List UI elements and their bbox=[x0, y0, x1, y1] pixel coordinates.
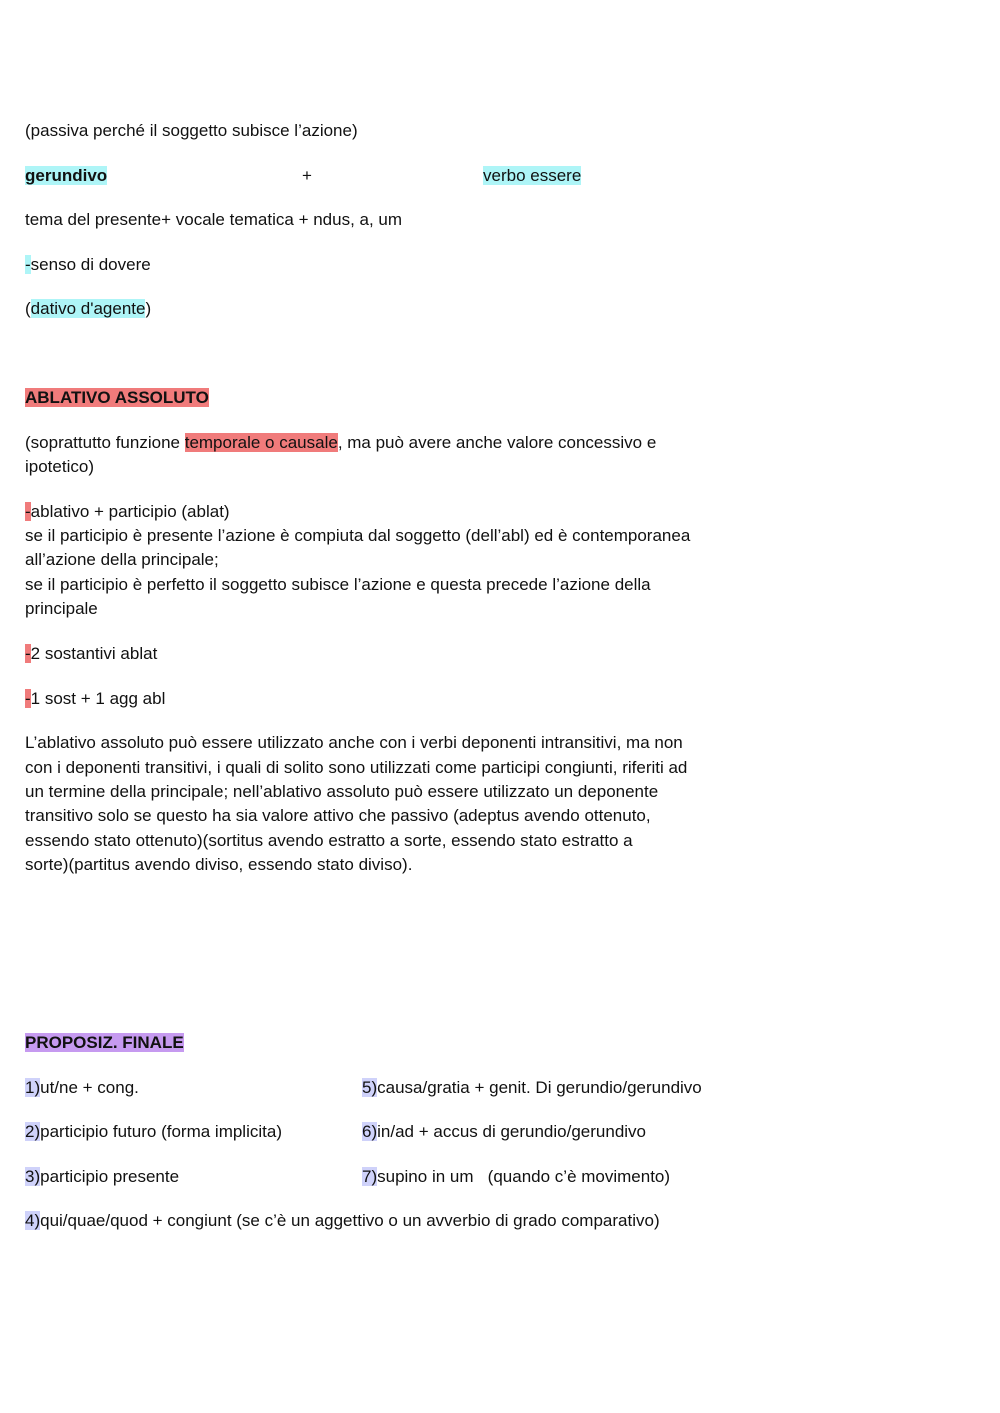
gerundivo-sense bbox=[25, 253, 151, 277]
dative-open: ( bbox=[25, 299, 31, 318]
rule2-dash: - bbox=[25, 644, 31, 663]
ablativo-rule2 bbox=[25, 642, 157, 666]
verbo-essere: verbo essere bbox=[483, 166, 582, 185]
finale-item bbox=[25, 1076, 139, 1100]
rule1-line: se il participio è perfetto il soggetto subisce l’azione e questa precede l’azione della bbox=[25, 575, 651, 594]
ablativo-rule1 bbox=[25, 500, 230, 524]
gerundivo-dative bbox=[25, 297, 151, 321]
finale-item-text: ut/ne + cong. bbox=[40, 1078, 139, 1097]
finale-item-num: 6) bbox=[362, 1122, 378, 1141]
finale-item-num: 3) bbox=[25, 1167, 41, 1186]
finale-item bbox=[25, 1120, 282, 1144]
finale-item-text: supino in um (quando c’è movimento) bbox=[377, 1167, 671, 1186]
sense-dash: - bbox=[25, 255, 31, 274]
rule3-text: 1 sost + 1 agg abl bbox=[30, 689, 166, 708]
finale-item-text: in/ad + accus di gerundio/gerundivo bbox=[377, 1122, 647, 1141]
rule1-line: principale bbox=[25, 599, 98, 618]
finale-item-text: participio futuro (forma implicita) bbox=[40, 1122, 282, 1141]
finale-item-num: 4) bbox=[25, 1211, 41, 1230]
ablativo-function bbox=[25, 431, 656, 455]
function-post: , ma può avere anche valore concessivo e bbox=[337, 433, 657, 452]
finale-item-num: 5) bbox=[362, 1078, 378, 1097]
paragraph-line: L’ablativo assoluto può essere utilizzato anche con i verbi deponenti intransitivi, ma non bbox=[25, 733, 683, 752]
gerundivo-label-text: gerundivo bbox=[25, 166, 108, 185]
finale-item-num: 2) bbox=[25, 1122, 41, 1141]
rule1-text: ablativo + participio (ablat) bbox=[30, 502, 230, 521]
finale-item-num: 7) bbox=[362, 1167, 378, 1186]
finale-item-text: participio presente bbox=[40, 1167, 180, 1186]
ablativo-function-line2: ipotetico) bbox=[25, 457, 94, 476]
function-pre: (soprattutto funzione bbox=[25, 433, 185, 452]
finale-title-text: PROPOSIZ. FINALE bbox=[25, 1033, 184, 1052]
gerundivo-label bbox=[25, 164, 107, 188]
finale-item bbox=[25, 1165, 179, 1189]
sense-text: senso di dovere bbox=[30, 255, 151, 274]
paragraph-line: essendo stato ottenuto)(sortitus avendo estratto a sorte, essendo stato estratto a bbox=[25, 831, 633, 850]
ablativo-rule3 bbox=[25, 687, 165, 711]
finale-item bbox=[362, 1076, 702, 1100]
dative-text: dativo d'agente bbox=[30, 299, 146, 318]
finale-item-num: 1) bbox=[25, 1078, 41, 1097]
paragraph-line: transitivo solo se questo ha sia valore attivo che passivo (adeptus avendo ottenuto, bbox=[25, 806, 651, 825]
finale-title bbox=[25, 1031, 184, 1055]
rule1-line: se il participio è presente l’azione è compiuta dal soggetto (dell’abl) ed è contemporanea bbox=[25, 526, 691, 545]
finale-item bbox=[25, 1209, 660, 1233]
finale-item bbox=[362, 1120, 646, 1144]
function-highlight: temporale o causale bbox=[184, 433, 338, 452]
gerundivo-formation: tema del presente+ vocale tematica + ndus, a, um bbox=[25, 210, 403, 229]
gerundivo-plus: + bbox=[302, 166, 312, 185]
rule2-text: 2 sostantivi ablat bbox=[30, 644, 158, 663]
gerundivo-verb bbox=[483, 164, 581, 188]
ablativo-title bbox=[25, 386, 209, 410]
dative-close: ) bbox=[145, 299, 152, 318]
paragraph-line: con i deponenti transitivi, i quali di solito sono utilizzati come participi congiunti, riferiti ad bbox=[25, 758, 688, 777]
finale-item-text: causa/gratia + genit. Di gerundio/gerundivo bbox=[377, 1078, 702, 1097]
finale-item bbox=[362, 1165, 670, 1189]
rule1-line: all’azione della principale; bbox=[25, 550, 219, 569]
finale-item-text: qui/quae/quod + congiunt (se c’è un aggettivo o un avverbio di grado comparativo) bbox=[40, 1211, 660, 1230]
paragraph-line: sorte)(partitus avendo diviso, essendo stato diviso). bbox=[25, 855, 413, 874]
ablativo-title-text: ABLATIVO ASSOLUTO bbox=[25, 388, 209, 407]
passive-note: (passiva perché il soggetto subisce l’azione) bbox=[25, 121, 358, 140]
rule3-dash: - bbox=[25, 689, 31, 708]
rule1-dash: - bbox=[25, 502, 31, 521]
paragraph-line: un termine della principale; nell’ablativo assoluto può essere utilizzato un deponente bbox=[25, 782, 659, 801]
